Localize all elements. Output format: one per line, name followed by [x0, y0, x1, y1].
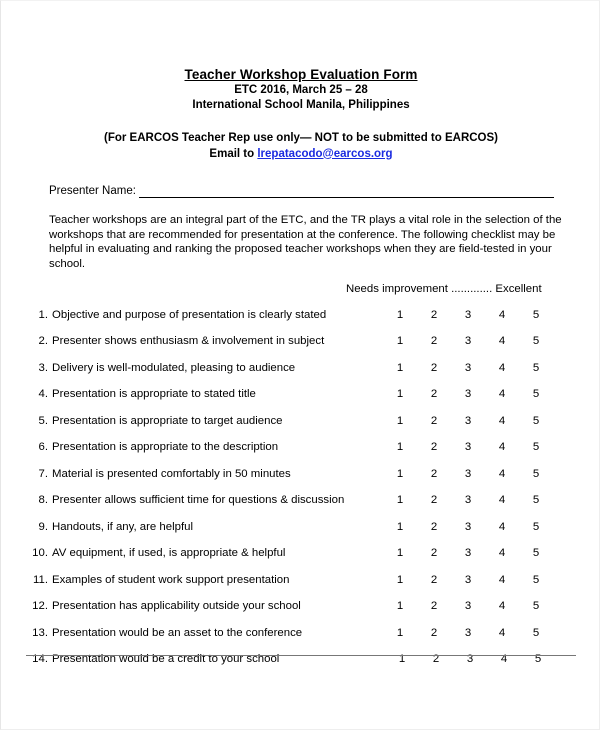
table-row [26, 358, 553, 385]
rating-option-5[interactable]: 5 [532, 308, 540, 321]
table-row [26, 570, 553, 597]
table-row [26, 491, 553, 518]
presenter-name-label: Presenter Name: [49, 185, 136, 197]
rating-option-2[interactable]: 2 [430, 335, 438, 348]
spacer [373, 623, 383, 650]
item-label: Objective and purpose of presentation is clearly stated [52, 308, 327, 321]
rating-option-3[interactable]: 3 [464, 520, 472, 533]
rating-option-1[interactable]: 1 [396, 494, 404, 507]
item-number: 6. [38, 441, 48, 454]
rating-option-4[interactable]: 4 [498, 573, 506, 586]
rating-option-2[interactable]: 2 [430, 441, 438, 454]
rating-option-3[interactable]: 3 [464, 388, 472, 401]
item-label: Handouts, if any, are helpful [52, 520, 193, 533]
rating-option-4[interactable]: 4 [498, 308, 506, 321]
spacer [373, 332, 383, 359]
rating-option-5[interactable]: 5 [532, 600, 540, 613]
rating-option-3[interactable]: 3 [464, 494, 472, 507]
table-row [26, 544, 553, 571]
rating-option-4[interactable]: 4 [500, 653, 508, 666]
submission-notice: (For EARCOS Teacher Rep use only— NOT to be submitted to EARCOS) [103, 132, 498, 144]
email-instruction [26, 147, 576, 163]
intro-paragraph: Teacher workshops are an integral part of the ETC, and the TR plays a vital role in the selection of the workshops that are recommended for presentation at the conference. The following checklist may be helpful in evaluating and ranking the proposed teacher workshops when they are field-tested in your school. [49, 214, 562, 270]
rating-option-3[interactable]: 3 [464, 308, 472, 321]
event-location-line: International School Manila, Philippines [192, 99, 410, 111]
spacer [373, 517, 383, 544]
rating-option-5[interactable]: 5 [532, 547, 540, 560]
spacer [373, 464, 383, 491]
table-row [26, 438, 553, 465]
email-prefix-label: Email to [209, 147, 258, 160]
rating-option-5[interactable]: 5 [532, 361, 540, 374]
rating-option-3[interactable]: 3 [464, 547, 472, 560]
spacer [373, 305, 383, 332]
rating-option-3[interactable]: 3 [464, 573, 472, 586]
rating-option-5[interactable]: 5 [532, 626, 540, 639]
item-number: 4. [38, 388, 48, 401]
rating-option-4[interactable]: 4 [498, 600, 506, 613]
rating-option-1[interactable]: 1 [396, 388, 404, 401]
rating-option-4[interactable]: 4 [498, 335, 506, 348]
rating-option-5[interactable]: 5 [532, 467, 540, 480]
rating-option-2[interactable]: 2 [430, 547, 438, 560]
rating-option-3[interactable]: 3 [464, 361, 472, 374]
rating-option-5[interactable]: 5 [532, 441, 540, 454]
rating-option-2[interactable]: 2 [430, 467, 438, 480]
rating-option-3[interactable]: 3 [464, 626, 472, 639]
rating-option-2[interactable]: 2 [430, 520, 438, 533]
rating-scale-legend: Needs improvement ............. Excellent [346, 283, 542, 296]
rating-option-2[interactable]: 2 [430, 308, 438, 321]
item-number: 12. [32, 600, 48, 613]
item-label: Presentation would be an asset to the conference [52, 626, 303, 639]
spacer [373, 491, 383, 518]
rating-option-4[interactable]: 4 [498, 388, 506, 401]
checklist-table [26, 305, 553, 676]
item-number: 11. [33, 573, 48, 586]
table-row [26, 517, 553, 544]
rating-option-1[interactable]: 1 [396, 520, 404, 533]
item-number: 2. [38, 335, 48, 348]
rating-option-1[interactable]: 1 [398, 653, 406, 666]
rating-option-5[interactable]: 5 [532, 388, 540, 401]
item-label: Delivery is well-modulated, pleasing to audience [52, 361, 296, 374]
rating-option-3[interactable]: 3 [464, 467, 472, 480]
item-label: Examples of student work support presentation [52, 573, 290, 586]
spacer [373, 358, 383, 385]
document-header [26, 1, 576, 162]
spacer [373, 438, 383, 465]
item-number: 13. [32, 626, 48, 639]
rating-option-4[interactable]: 4 [498, 441, 506, 454]
spacer [373, 650, 383, 677]
presenter-name-row [26, 184, 576, 198]
rating-option-3[interactable]: 3 [464, 600, 472, 613]
rating-option-4[interactable]: 4 [498, 467, 506, 480]
item-label: Presentation would be a credit to your school [52, 653, 280, 666]
rating-option-4[interactable]: 4 [498, 361, 506, 374]
rating-option-5[interactable]: 5 [532, 573, 540, 586]
item-number: 10. [32, 547, 48, 560]
page-title: Teacher Workshop Evaluation Form [184, 67, 418, 82]
rating-option-1[interactable]: 1 [396, 626, 404, 639]
rating-option-2[interactable]: 2 [430, 414, 438, 427]
email-link[interactable]: lrepatacodo@earcos.org [257, 147, 393, 160]
rating-option-5[interactable]: 5 [532, 414, 540, 427]
item-number: 9. [38, 520, 48, 533]
event-date-line: ETC 2016, March 25 – 28 [234, 84, 368, 96]
rating-option-1[interactable]: 1 [396, 361, 404, 374]
rating-option-1[interactable]: 1 [396, 414, 404, 427]
item-number: 1. [38, 308, 48, 321]
rating-option-4[interactable]: 4 [498, 626, 506, 639]
item-label: Presentation is appropriate to stated title [52, 388, 256, 401]
rating-option-1[interactable]: 1 [396, 441, 404, 454]
table-row [26, 332, 553, 359]
rating-option-1[interactable]: 1 [396, 335, 404, 348]
rating-option-2[interactable]: 2 [432, 653, 440, 666]
rating-scale-header [26, 283, 576, 299]
rating-option-5[interactable]: 5 [532, 494, 540, 507]
rating-option-5[interactable]: 5 [534, 653, 542, 666]
rating-option-3[interactable]: 3 [464, 414, 472, 427]
item-number: 8. [38, 494, 48, 507]
footer-divider [26, 655, 576, 656]
rating-option-4[interactable]: 4 [498, 520, 506, 533]
table-row [26, 305, 553, 332]
rating-option-2[interactable]: 2 [430, 626, 438, 639]
spacer [373, 411, 383, 438]
item-number: 7. [38, 467, 48, 480]
item-number: 5. [38, 414, 48, 427]
item-label: Presentation is appropriate to target audience [52, 414, 283, 427]
rating-option-2[interactable]: 2 [430, 600, 438, 613]
rating-option-2[interactable]: 2 [430, 494, 438, 507]
item-label: Presentation is appropriate to the description [52, 441, 279, 454]
item-label: Presenter allows sufficient time for questions & discussion [52, 494, 345, 507]
rating-option-4[interactable]: 4 [498, 414, 506, 427]
table-row [26, 385, 553, 412]
table-row [26, 623, 553, 650]
rating-option-1[interactable]: 1 [396, 308, 404, 321]
table-row [26, 650, 553, 677]
rating-option-4[interactable]: 4 [498, 547, 506, 560]
rating-option-4[interactable]: 4 [498, 494, 506, 507]
item-number: 3. [38, 361, 48, 374]
rating-option-1[interactable]: 1 [396, 547, 404, 560]
presenter-name-input[interactable] [139, 186, 554, 198]
item-label: Material is presented comfortably in 50 minutes [52, 467, 291, 480]
rating-option-2[interactable]: 2 [430, 388, 438, 401]
rating-option-1[interactable]: 1 [396, 573, 404, 586]
rating-option-3[interactable]: 3 [464, 441, 472, 454]
item-label: Presenter shows enthusiasm & involvement in subject [52, 335, 325, 348]
table-row [26, 411, 553, 438]
rating-option-3[interactable]: 3 [466, 653, 474, 666]
checklist-body [26, 305, 553, 676]
rating-option-3[interactable]: 3 [464, 335, 472, 348]
table-row [26, 464, 553, 491]
document-content [26, 1, 576, 676]
rating-option-1[interactable]: 1 [396, 467, 404, 480]
spacer [373, 570, 383, 597]
rating-option-1[interactable]: 1 [396, 600, 404, 613]
rating-option-5[interactable]: 5 [532, 520, 540, 533]
rating-option-2[interactable]: 2 [430, 361, 438, 374]
spacer [373, 597, 383, 624]
spacer [373, 544, 383, 571]
item-label: AV equipment, if used, is appropriate & helpful [52, 547, 286, 560]
item-number: 14. [32, 653, 48, 666]
spacer [373, 385, 383, 412]
rating-option-2[interactable]: 2 [430, 573, 438, 586]
table-row [26, 597, 553, 624]
item-label: Presentation has applicability outside your school [52, 600, 301, 613]
rating-option-5[interactable]: 5 [532, 335, 540, 348]
